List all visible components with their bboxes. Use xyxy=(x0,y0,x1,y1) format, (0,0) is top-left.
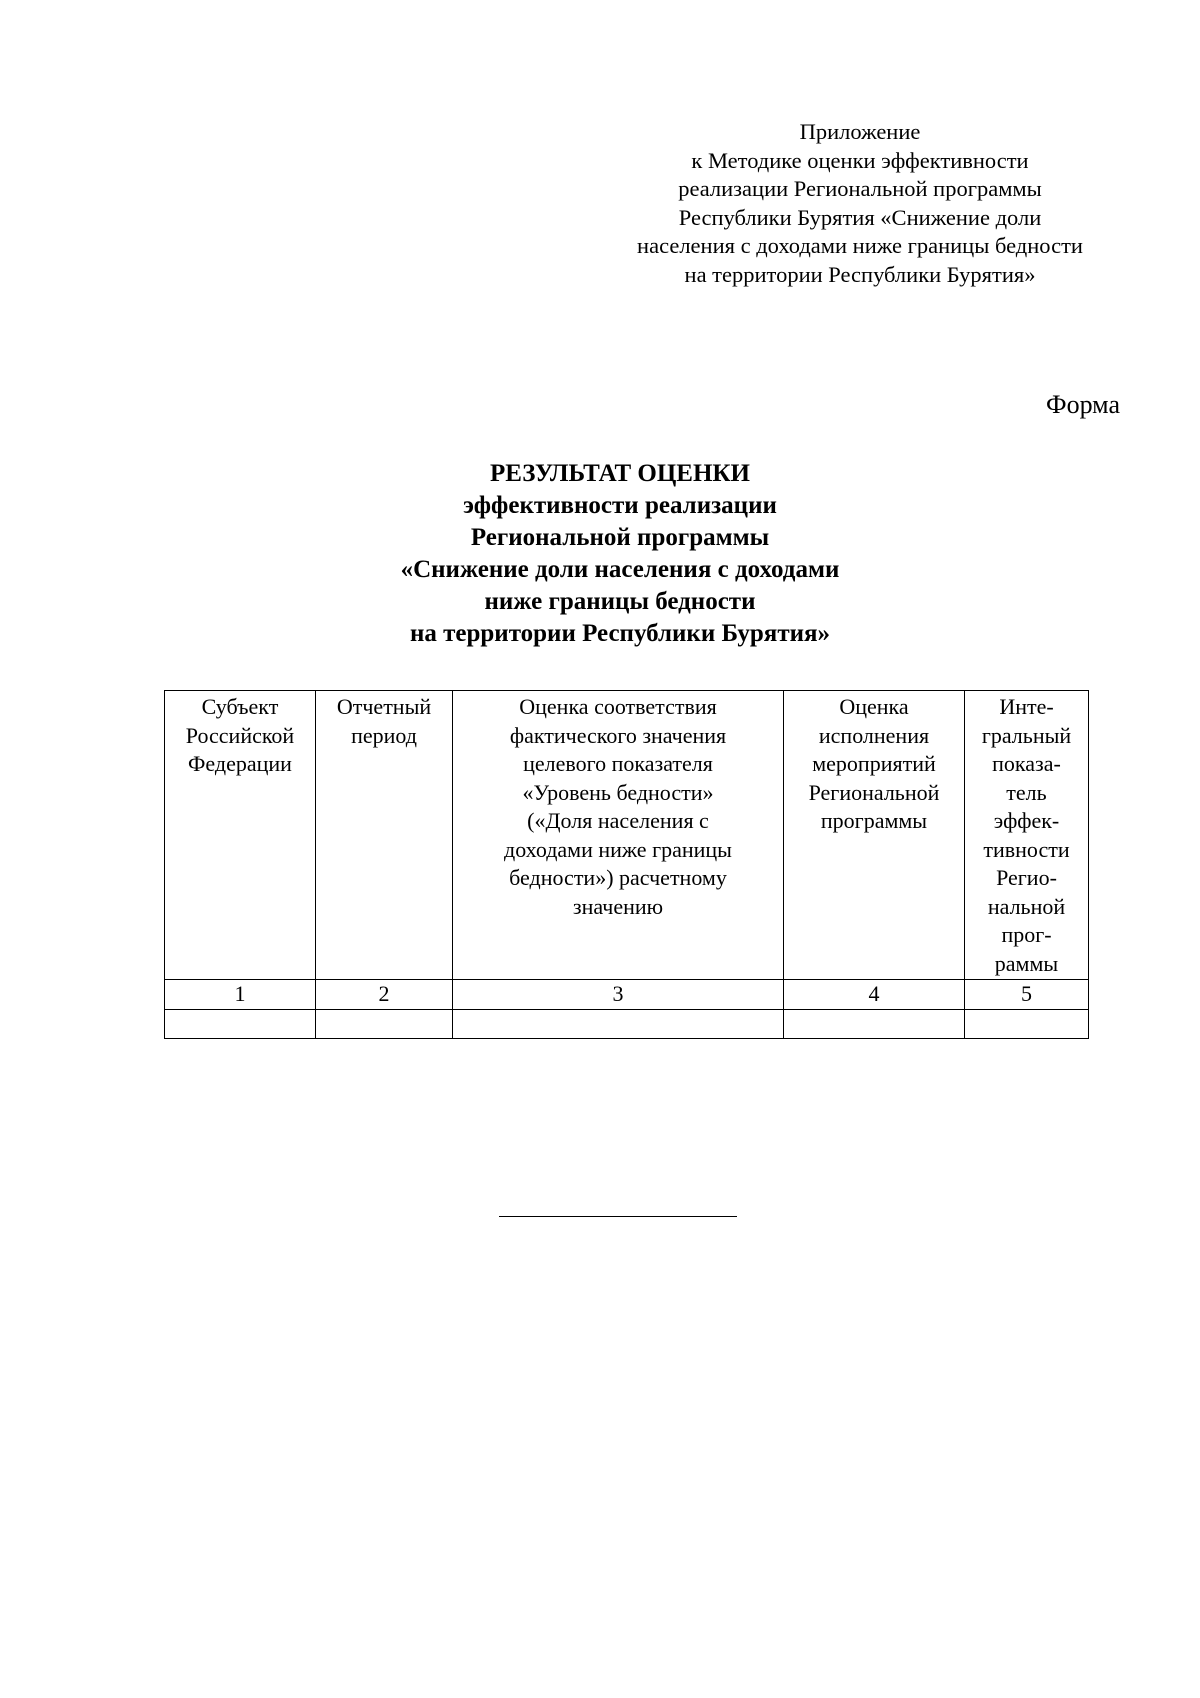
appendix-line: реализации Региональной программы xyxy=(678,176,1042,201)
header-line: Отчетный xyxy=(336,694,432,719)
header-line: целевого показателя xyxy=(523,751,713,776)
empty-cell xyxy=(965,1009,1089,1038)
title-line: ниже границы бедности xyxy=(484,588,756,615)
column-number: 1 xyxy=(165,980,316,1010)
header-line: нальной xyxy=(987,893,1066,919)
header-measures-assessment xyxy=(784,691,965,980)
header-line: исполнения xyxy=(818,722,930,748)
header-line: Оценка соответствия xyxy=(519,694,717,719)
header-line: Российской xyxy=(185,722,295,748)
column-number: 3 xyxy=(453,980,784,1010)
header-line: Инте- xyxy=(999,694,1054,719)
title-line: на территории Республики Бурятия» xyxy=(409,620,831,647)
header-line: прог- xyxy=(1001,922,1052,947)
column-number: 5 xyxy=(965,980,1089,1010)
empty-cell xyxy=(453,1009,784,1038)
appendix-line: Приложение xyxy=(799,119,921,144)
appendix-line: на территории Республики Бурятия» xyxy=(684,261,1036,287)
header-line: бедности») расчетному xyxy=(509,865,727,890)
header-line: тель xyxy=(1006,779,1047,805)
header-line: мероприятий xyxy=(812,751,936,776)
header-line: фактического значения xyxy=(509,722,727,748)
title-line: «Снижение доли населения с доходами xyxy=(400,556,840,583)
document-title xyxy=(250,458,990,650)
header-subject xyxy=(165,691,316,980)
appendix-line: Республики Бурятия «Снижение доли xyxy=(678,204,1042,230)
appendix-line: населения с доходами ниже границы бедности xyxy=(637,233,1083,258)
column-numbers-row xyxy=(165,980,1089,1010)
header-line: доходами ниже границы xyxy=(504,836,732,862)
empty-cell xyxy=(316,1009,453,1038)
header-line: Субъект xyxy=(201,694,279,719)
result-table xyxy=(164,690,1089,1039)
header-line: гральный xyxy=(981,722,1072,748)
header-line: («Доля населения с xyxy=(527,808,709,833)
header-line: период xyxy=(351,722,417,748)
header-line: тивности xyxy=(983,836,1070,862)
header-line: Федерации xyxy=(188,751,292,776)
header-integral-indicator xyxy=(965,691,1089,980)
header-line: значению xyxy=(572,893,664,919)
empty-data-row xyxy=(165,1009,1089,1038)
title-line: РЕЗУЛЬТАТ ОЦЕНКИ xyxy=(490,460,750,487)
empty-cell xyxy=(784,1009,965,1038)
title-line: Региональной программы xyxy=(470,524,770,551)
header-period xyxy=(316,691,453,980)
appendix-line: к Методике оценки эффективности xyxy=(691,147,1029,173)
header-line: «Уровень бедности» xyxy=(522,779,714,805)
footer-divider xyxy=(499,1216,737,1217)
form-label: Форма xyxy=(1046,390,1120,419)
header-line: Региональной xyxy=(808,779,940,805)
appendix-header xyxy=(600,118,1120,289)
table-header-row xyxy=(165,691,1089,980)
header-line: показа- xyxy=(992,751,1061,776)
title-line: эффективности реализации xyxy=(463,492,777,519)
header-line: эффек- xyxy=(993,808,1060,833)
header-line: Оценка xyxy=(839,694,909,719)
column-number: 4 xyxy=(784,980,965,1010)
empty-cell xyxy=(165,1009,316,1038)
header-indicator-assessment xyxy=(453,691,784,980)
column-number: 2 xyxy=(316,980,453,1010)
header-line: раммы xyxy=(994,950,1059,976)
header-line: Регио- xyxy=(996,865,1057,890)
header-line: программы xyxy=(820,808,928,833)
